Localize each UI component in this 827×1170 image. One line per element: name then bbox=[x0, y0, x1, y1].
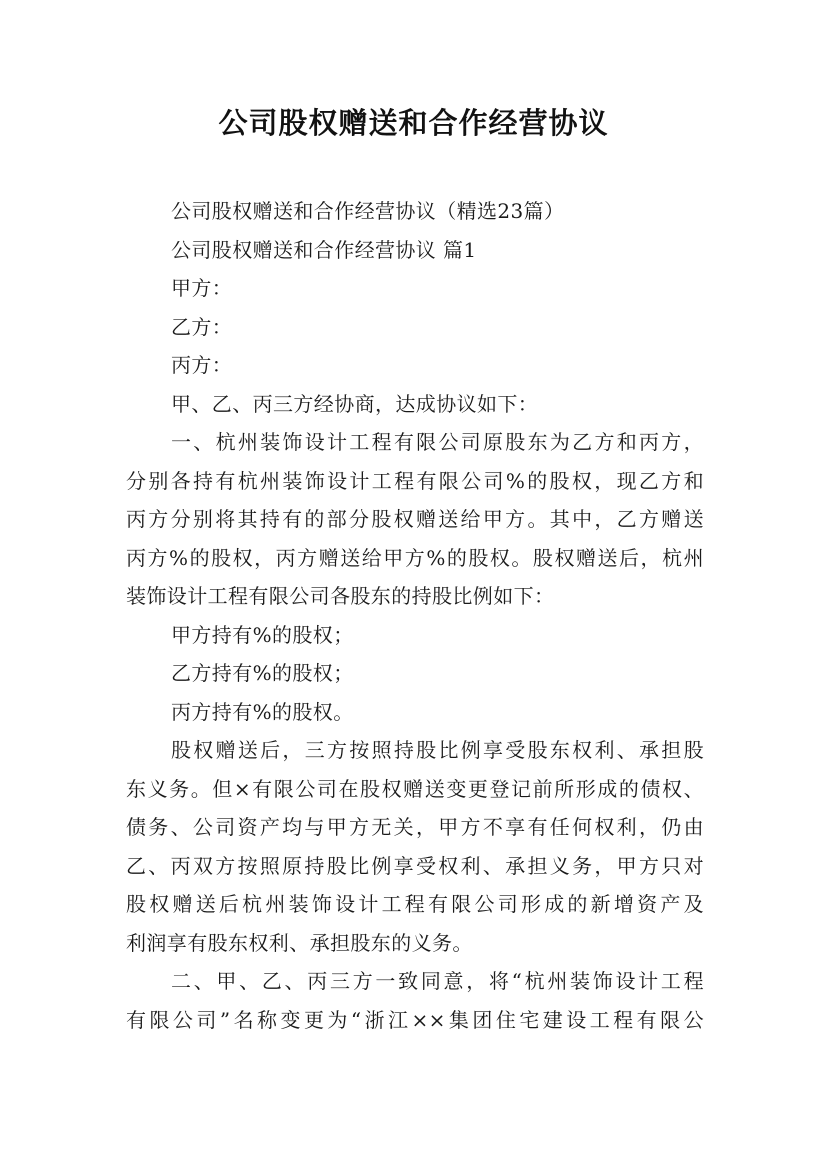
text-line: 乙方持有%的股权； bbox=[171, 661, 354, 685]
text-line: 甲方： bbox=[171, 276, 233, 300]
document-body bbox=[126, 192, 706, 1039]
document-title: 公司股权赠送和合作经营协议 bbox=[218, 106, 609, 140]
text-line: 装饰设计工程有限公司各股东的持股比例如下： bbox=[126, 584, 555, 608]
text-line: 乙方： bbox=[171, 314, 233, 339]
text-line: 公司股权赠送和合作经营协议 篇1 bbox=[171, 237, 477, 262]
text-line: 债务、公司资产均与甲方无关，甲方不享有任何权利，仍由 bbox=[126, 815, 704, 839]
text-line: 乙、丙双方按照原持股比例享受权利、承担义务，甲方只对 bbox=[126, 853, 704, 878]
text-line: 股权赠送后杭州装饰设计工程有限公司形成的新增资产及 bbox=[126, 892, 704, 916]
text-line: 丙方%的股权，丙方赠送给甲方%的股权。股权赠送后，杭州 bbox=[126, 545, 704, 570]
text-line: 丙方持有%的股权。 bbox=[171, 699, 354, 724]
text-line: 有限公司”名称变更为“浙江××集团住宅建设工程有限公 bbox=[126, 1007, 704, 1032]
text-line: 一、杭州装饰设计工程有限公司原股东为乙方和丙方， bbox=[171, 430, 704, 454]
text-line: 丙方： bbox=[171, 353, 233, 377]
text-line: 东义务。但×有限公司在股权赠送变更登记前所形成的债权、 bbox=[126, 776, 704, 801]
text-line: 甲方持有%的股权； bbox=[171, 622, 354, 647]
text-line: 公司股权赠送和合作经营协议（精选23篇） bbox=[171, 199, 565, 223]
text-line: 股权赠送后，三方按照持股比例享受股东权利、承担股 bbox=[171, 738, 704, 762]
text-line: 甲、乙、丙三方经协商，达成协议如下： bbox=[171, 391, 539, 416]
text-line: 丙方分别将其持有的部分股权赠送给甲方。其中，乙方赠送 bbox=[126, 507, 704, 531]
text-line: 分别各持有杭州装饰设计工程有限公司%的股权，现乙方和 bbox=[126, 468, 704, 493]
text-line: 利润享有股东权利、承担股东的义务。 bbox=[126, 930, 473, 955]
text-line: 二、甲、乙、丙三方一致同意，将“杭州装饰设计工程 bbox=[171, 969, 704, 993]
